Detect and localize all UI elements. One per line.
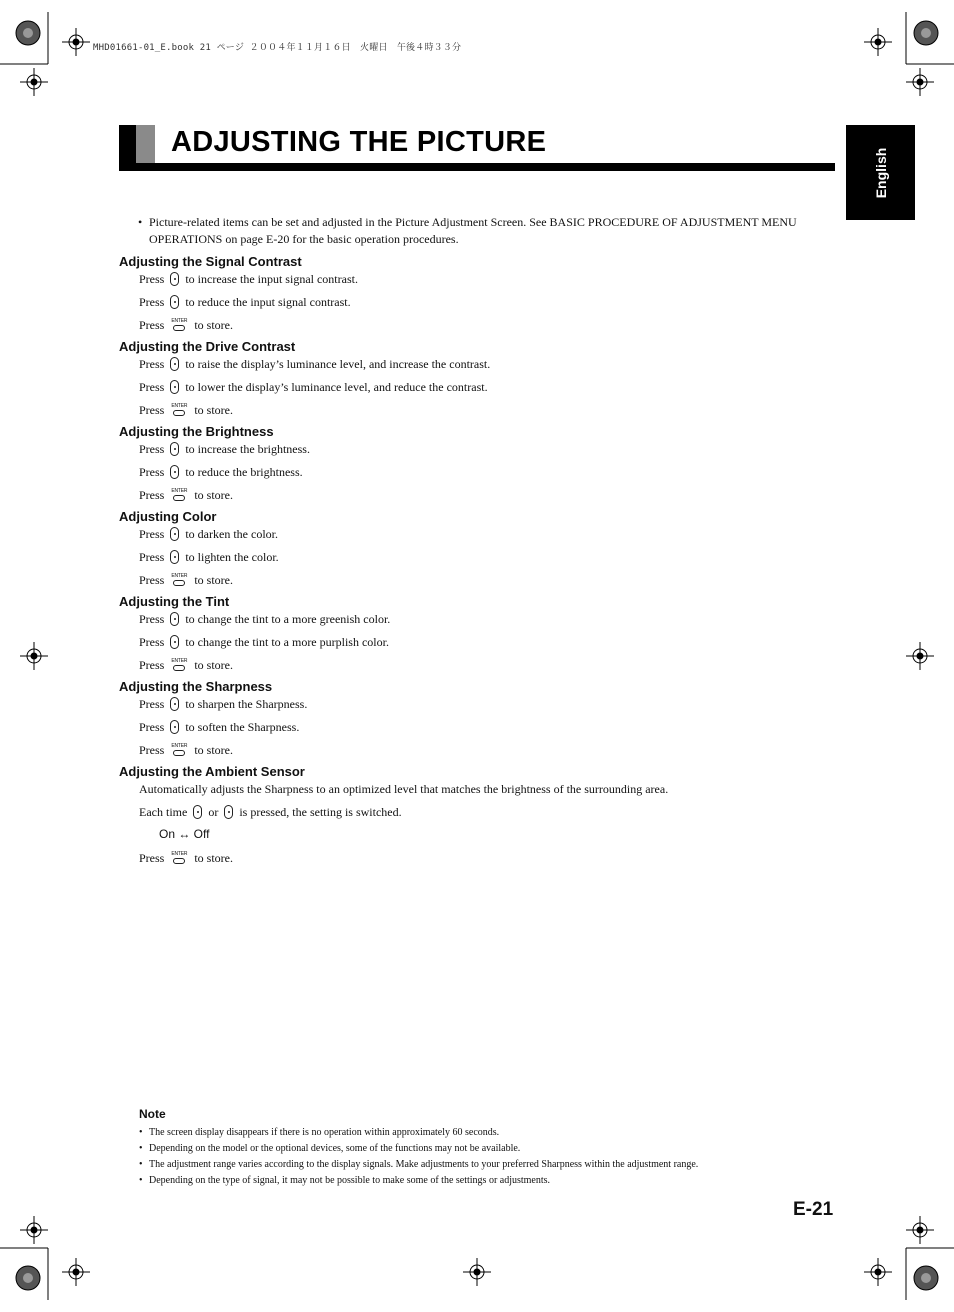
rocker-key-icon bbox=[170, 612, 179, 626]
instruction-text: to store. bbox=[194, 487, 234, 502]
press-text: Press bbox=[139, 719, 165, 734]
decrease-instruction bbox=[139, 379, 488, 395]
page-number: E-21 bbox=[793, 1199, 834, 1220]
registration-mark-icon bbox=[906, 642, 934, 670]
instruction-text: to store. bbox=[194, 572, 234, 587]
starburst-target-icon bbox=[913, 1265, 939, 1291]
store-instruction bbox=[139, 402, 233, 418]
rocker-key-icon bbox=[170, 295, 179, 309]
instruction-text: to change the tint to a more greenish color. bbox=[185, 611, 391, 626]
increase-instruction bbox=[139, 271, 358, 287]
press-text: Press bbox=[139, 742, 165, 757]
instruction-text: to store. bbox=[194, 742, 234, 757]
registration-mark-icon bbox=[20, 1216, 48, 1244]
each-time-text: Each time bbox=[139, 804, 188, 819]
rocker-key-icon bbox=[224, 805, 233, 819]
enter-key-icon: ENTER bbox=[171, 659, 187, 671]
starburst-target-icon bbox=[15, 20, 41, 46]
press-text: Press bbox=[139, 441, 165, 456]
decrease-instruction bbox=[139, 464, 303, 480]
rocker-key-icon bbox=[170, 697, 179, 711]
instruction-text: to lighten the color. bbox=[185, 549, 279, 564]
press-text: Press bbox=[139, 526, 165, 541]
instruction-text: to store. bbox=[194, 402, 234, 417]
rocker-key-icon bbox=[170, 635, 179, 649]
rocker-key-icon bbox=[170, 720, 179, 734]
instruction-text: to store. bbox=[194, 657, 234, 672]
store-instruction bbox=[139, 572, 233, 588]
store-instruction bbox=[139, 317, 233, 333]
registration-mark-icon bbox=[906, 1216, 934, 1244]
press-text: Press bbox=[139, 657, 165, 672]
decrease-instruction bbox=[139, 719, 299, 735]
registration-mark-icon bbox=[20, 642, 48, 670]
enter-key-icon: ENTER bbox=[171, 574, 187, 586]
registration-mark-icon bbox=[20, 68, 48, 96]
instruction-text: to change the tint to a more purplish color. bbox=[185, 634, 389, 649]
press-text: Press bbox=[139, 634, 165, 649]
section-title: Adjusting the Drive Contrast bbox=[119, 339, 296, 354]
bullet-icon: • bbox=[138, 215, 143, 229]
section-title: Adjusting the Brightness bbox=[119, 424, 274, 439]
section-title: Adjusting the Sharpness bbox=[119, 679, 273, 694]
enter-key-icon: ENTER bbox=[171, 744, 187, 756]
press-text: Press bbox=[139, 379, 165, 394]
press-text: Press bbox=[139, 572, 165, 587]
enter-key-icon: ENTER bbox=[171, 319, 187, 331]
starburst-target-icon bbox=[913, 20, 939, 46]
increase-instruction bbox=[139, 526, 278, 542]
rocker-key-icon bbox=[170, 550, 179, 564]
increase-instruction bbox=[139, 441, 310, 457]
enter-key-icon: ENTER bbox=[171, 404, 187, 416]
instruction-text: to reduce the brightness. bbox=[185, 464, 303, 479]
ambient-store-line bbox=[139, 850, 233, 866]
starburst-target-icon bbox=[15, 1265, 41, 1291]
intro-text: Picture-related items can be set and adjusted in the Picture Adjustment Screen. See BASIC PROCEDURE OF ADJUSTMENT MENU OPERATIONS on page E-20 for the basic operation procedures. bbox=[149, 215, 797, 246]
ambient-switch-line bbox=[139, 804, 402, 820]
instruction-text: to raise the display’s luminance level, and increase the contrast. bbox=[185, 356, 491, 371]
rocker-key-icon bbox=[170, 272, 179, 286]
rocker-key-icon bbox=[170, 527, 179, 541]
increase-instruction bbox=[139, 696, 307, 712]
instruction-text: to soften the Sharpness. bbox=[185, 719, 300, 734]
title-bar-gray-block bbox=[136, 125, 155, 163]
section-title-ambient: Adjusting the Ambient Sensor bbox=[119, 764, 305, 779]
or-text: or bbox=[208, 804, 219, 819]
note-item: • Depending on the model or the optional devices, some of the functions may not be available. bbox=[139, 1141, 839, 1157]
press-text: Press bbox=[139, 696, 165, 711]
decrease-instruction bbox=[139, 549, 279, 565]
page-title: ADJUSTING THE PICTURE bbox=[171, 126, 547, 158]
rocker-key-icon bbox=[170, 357, 179, 371]
press-text: Press bbox=[139, 402, 165, 417]
instruction-text: to store. bbox=[194, 317, 234, 332]
enter-key-icon: ENTER bbox=[171, 489, 187, 501]
registration-mark-icon bbox=[864, 1258, 892, 1286]
store-instruction bbox=[139, 487, 233, 503]
press-text: Press bbox=[139, 850, 165, 865]
instruction-text: to increase the brightness. bbox=[185, 441, 310, 456]
language-tab bbox=[846, 125, 915, 220]
decrease-instruction bbox=[139, 294, 351, 310]
language-tab-label: English bbox=[872, 147, 889, 198]
to-store-text: to store. bbox=[194, 850, 234, 865]
press-text: Press bbox=[139, 317, 165, 332]
increase-instruction bbox=[139, 356, 490, 372]
note-item: • The screen display disappears if there is no operation within approximately 60 seconds. bbox=[139, 1125, 839, 1141]
instruction-text: to sharpen the Sharpness. bbox=[185, 696, 308, 711]
increase-instruction bbox=[139, 611, 390, 627]
press-text: Press bbox=[139, 356, 165, 371]
press-text: Press bbox=[139, 271, 165, 286]
switched-text: is pressed, the setting is switched. bbox=[239, 804, 402, 819]
decrease-instruction bbox=[139, 634, 389, 650]
press-text: Press bbox=[139, 549, 165, 564]
instruction-text: to darken the color. bbox=[185, 526, 278, 541]
press-text: Press bbox=[139, 294, 165, 309]
note-list bbox=[139, 1125, 839, 1189]
instruction-text: to increase the input signal contrast. bbox=[185, 271, 358, 286]
print-header-line: MHD01661-01_E.book 21 ページ ２００４年１１月１６日 火曜日 午後４時３３分 bbox=[93, 43, 462, 53]
registration-mark-icon bbox=[62, 28, 90, 56]
press-text: Press bbox=[139, 611, 165, 626]
intro-bullet bbox=[138, 214, 838, 248]
registration-mark-icon bbox=[864, 28, 892, 56]
store-instruction bbox=[139, 657, 233, 673]
note-item: • The adjustment range varies according to the display signals. Make adjustments to your preferred Sharpness within the adjustment range. bbox=[139, 1157, 839, 1173]
rocker-key-icon bbox=[170, 380, 179, 394]
rocker-key-icon bbox=[170, 442, 179, 456]
rocker-key-icon bbox=[193, 805, 202, 819]
page-title-bar bbox=[119, 125, 835, 171]
instruction-text: to reduce the input signal contrast. bbox=[185, 294, 351, 309]
registration-mark-icon bbox=[906, 68, 934, 96]
section-title: Adjusting the Signal Contrast bbox=[119, 254, 302, 269]
section-title: Adjusting the Tint bbox=[119, 594, 230, 609]
rocker-key-icon bbox=[170, 465, 179, 479]
note-item: • Depending on the type of signal, it may not be possible to make some of the settings or adjustments. bbox=[139, 1173, 839, 1189]
instruction-text: to lower the display’s luminance level, and reduce the contrast. bbox=[185, 379, 488, 394]
registration-mark-icon bbox=[463, 1258, 491, 1286]
ambient-description: Automatically adjusts the Sharpness to an optimized level that matches the brightness of the surrounding area. bbox=[139, 781, 669, 796]
enter-key-icon: ENTER bbox=[171, 852, 187, 864]
press-text: Press bbox=[139, 464, 165, 479]
title-underline bbox=[119, 163, 835, 171]
store-instruction bbox=[139, 742, 233, 758]
press-text: Press bbox=[139, 487, 165, 502]
registration-mark-icon bbox=[62, 1258, 90, 1286]
note-title: Note bbox=[139, 1107, 166, 1121]
section-title: Adjusting Color bbox=[119, 509, 217, 524]
on-off-toggle-text: On ↔ Off bbox=[159, 827, 210, 841]
